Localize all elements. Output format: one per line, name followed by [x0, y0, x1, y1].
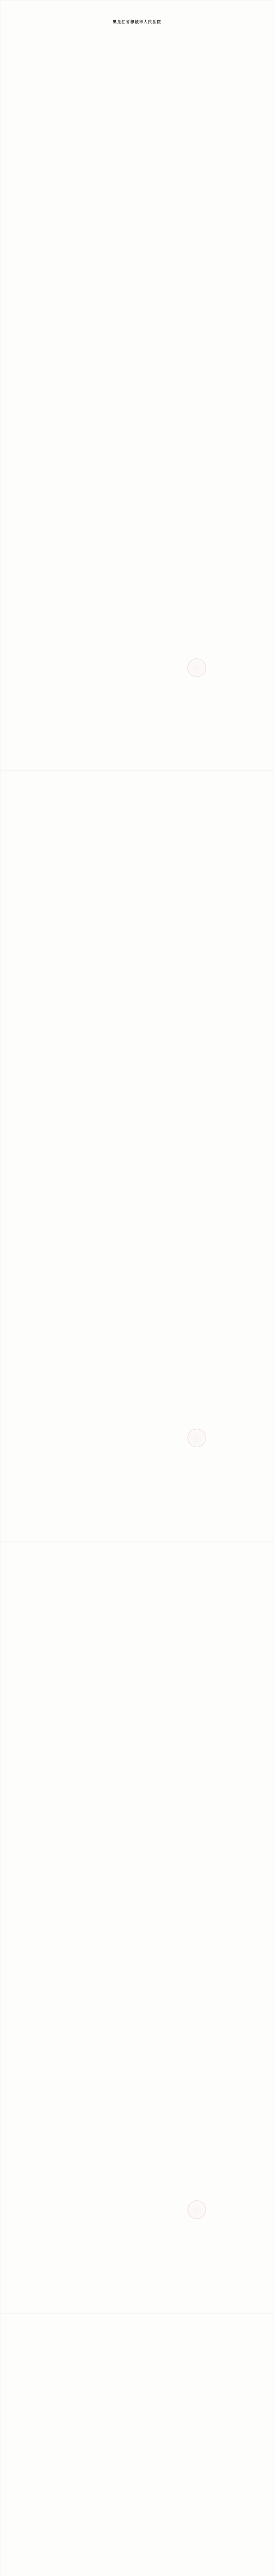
page-1: [0, 0, 274, 770]
page-title: 黑龙江省穆棱市人民法院: [112, 20, 162, 24]
page-4: [0, 2314, 274, 2576]
court-seal: [187, 2200, 206, 2219]
court-seal: [187, 658, 206, 677]
page-3: [0, 1542, 274, 2314]
court-seal: [187, 1429, 206, 1447]
page-2: [0, 770, 274, 1542]
